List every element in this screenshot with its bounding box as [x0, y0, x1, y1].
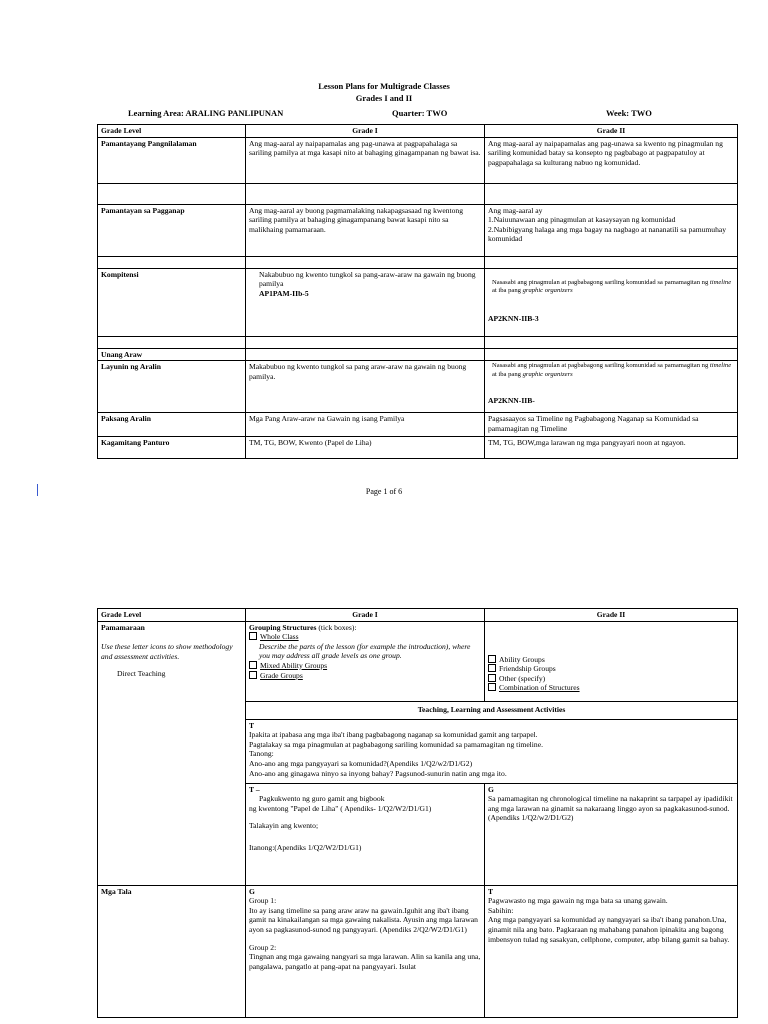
page-number: Page 1 of 6: [365, 487, 403, 496]
g2-t-line3: Ang mga pangyayari sa komunidad ay nangyayari sa iba't ibang panahon.Una, ginamit nila ang bato. Pagkaraan ng mahabang panahon ipinakita ang bagong imbensyon tulad ng sasakyan, cellphone, computer, atbp bilang gamit sa bahay.: [488, 915, 730, 944]
cell-pagganap-g1: Ang mag-aaral ay buong pagmamalaking nakapagsasaad ng kwentong sariling pamilya at bahaging ginagampanang bawat kasapi nito sa malikhaing pamamaraan.: [246, 204, 485, 256]
cell-paksang-g1: Mga Pang Araw-araw na Gawain ng isang Pamilya: [246, 413, 485, 437]
t-block-line2: Pagtalakay sa mga pinagmulan at pagbabagong sariling komunidad sa pamamagitan ng timeline.: [249, 739, 543, 749]
document-title: Lesson Plans for Multigrade Classes: [318, 81, 450, 91]
table-row: [98, 361, 738, 413]
document-grades: Grades I and II: [355, 93, 413, 103]
g1-t-label: T –: [249, 784, 260, 794]
tla-title: Teaching, Learning and Assessment Activities: [246, 701, 738, 719]
grouping-structures: Grouping Structures (tick boxes):: [249, 622, 357, 632]
t-block-cell: [246, 719, 738, 783]
table-row: [98, 204, 738, 256]
table-row: [98, 413, 738, 437]
option-combination[interactable]: Combination of Structures: [488, 683, 734, 693]
header-grade-1: Grade I: [246, 609, 485, 622]
grouping-cell-g2: [485, 621, 738, 701]
direct-teaching-label: Direct Teaching: [117, 669, 166, 679]
table-row-empty: [98, 256, 738, 268]
g2-g-cell: [485, 783, 738, 885]
t-block-line4: Ano-ano ang mga pangyayari sa komunidad?(Apendiks 1/Q2/w2/D1/G2): [249, 758, 473, 768]
row-label-layunin: Layunin ng Aralin: [98, 361, 246, 413]
g2-t-cell: [485, 885, 738, 1017]
g1-t-line2: ng kwentong "Papel de Liha" ( Apendiks- 1/Q2/W2/D1/G1): [249, 803, 432, 813]
cell-pamantayang-g1: Ang mag-aaral ay naipapamalas ang pag-unawa at pagpapahalaga sa sariling pamilya at mga kasapi nito at bahaging ginagampanan ng bawat isa.: [246, 137, 485, 183]
quarter: Quarter: TWO: [392, 108, 448, 118]
learning-area: Learning Area: ARALING PANLIPUNAN: [128, 108, 284, 118]
g1-t-line4: Itanong:(Apendiks 1/Q2/W2/D1/G1): [249, 842, 362, 852]
table-header-row: [98, 609, 738, 622]
row-label-pamantayang: Pamantayang Pangnilalaman: [98, 137, 246, 183]
whole-class-description: Describe the parts of the lesson (for example the introduction), where you may address all grade levels as one group.: [259, 641, 471, 661]
table-row-empty: [98, 336, 738, 348]
kompitensi-g1-code: AP1PAM-IIb-5: [259, 288, 309, 298]
g1-t-line3: Talakayin ang kwento;: [249, 821, 319, 831]
pagganap-g2-line1: Ang mag-aaral ay: [488, 205, 543, 215]
header-grade-1: Grade I: [246, 125, 485, 138]
checkbox-icon[interactable]: [249, 632, 257, 640]
lesson-table-page2: [97, 608, 738, 1018]
header-grade-level: Grade Level: [98, 125, 246, 138]
t-block-label: T: [249, 720, 255, 730]
cell-pamantayang-g2: Ang mag-aaral ay naipapamalas ang pag-unawa sa kwento ng pinagmulan ng sariling komunidad batay sa konsepto ng pagbabago at pagpapatuloy at pagpapahalaga sa kulturang nabuo ng komunidad.: [485, 137, 738, 183]
row-label-paksang: Paksang Aralin: [98, 413, 246, 437]
t-block-line1: Ipakita at ipabasa ang mga iba't ibang pagbabagong naganap sa komunidad gamit ang tarpapel.: [249, 730, 538, 740]
option-grade-groups[interactable]: Grade Groups: [249, 671, 481, 681]
checkbox-icon[interactable]: [488, 683, 496, 691]
row-label-kagamitan: Kagamitang Panturo: [98, 437, 246, 459]
g2-t-line2: Sabihin:: [488, 905, 514, 915]
cell-kompitensi-g2: [485, 268, 738, 336]
table-row: [98, 268, 738, 336]
g1-g-line1: Group 1:: [249, 896, 277, 906]
g2-t-line1: Pagwawasto ng mga gawain ng mga bata sa unang gawain.: [488, 896, 668, 906]
option-mixed-ability[interactable]: Mixed Ability Groups: [249, 661, 481, 671]
layunin-g2-code: AP2KNN-IIB-: [488, 396, 535, 406]
g2-t-label: T: [488, 886, 494, 896]
row-label-mga-tala: Mga Tala: [98, 885, 246, 1017]
table-row: [98, 348, 738, 361]
table-row: [98, 137, 738, 183]
table-row: [98, 437, 738, 459]
cell-kagamitan-g1: TM, TG, BOW, Kwento (Papel de Liha): [246, 437, 485, 459]
row-label-unang-araw: Unang Araw: [98, 348, 246, 361]
g1-t-line1: Pagkukwento ng guro gamit ang bigbook: [259, 794, 385, 804]
lesson-table-page1: [97, 124, 738, 459]
cell-layunin-g1: Makabubuo ng kwento tungkol sa pang araw-araw na gawain ng buong pamilya.: [246, 361, 485, 413]
t-block-line5: Ano-ano ang ginagawa ninyo sa inyong bahay? Pagsunod-sunurin natin ang mga ito.: [249, 768, 507, 778]
checkbox-icon[interactable]: [249, 661, 257, 669]
g1-t-cell: [246, 783, 485, 885]
g1-g-cell: [246, 885, 485, 1017]
t-block-line3: Tanong:: [249, 749, 274, 759]
g1-g-line2: Ito ay isang timeline sa pang araw araw na gawain.Iguhit ang iba't ibang gamit na kinakailangan sa mga gawaing nakalista. Ayusin ang mga larawan ayon sa pagkasunod-sunod ng pangyayari. (Apendiks 2/Q2/W2/D1/G1): [249, 905, 478, 934]
option-friendship-groups[interactable]: Friendship Groups: [488, 664, 734, 674]
kompitensi-g2-text: Nasasabi ang pinagmulan at pagbabagong sariling komunidad sa pamamagitan ng timeline at iba pang graphic organizers: [492, 278, 732, 295]
cell-kagamitan-g2: TM, TG, BOW,mga larawan ng mga pangyayari noon at ngayon.: [485, 437, 738, 459]
kompitensi-g1-text: Nakabubuo ng kwento tungkol sa pang-araw-araw na gawain ng buong pamilya: [259, 269, 476, 289]
table-row: [98, 621, 738, 701]
checkbox-icon[interactable]: [488, 674, 496, 682]
g1-g-label: G: [249, 886, 255, 896]
cell-paksang-g2: Pagsasaayos sa Timeline ng Pagbabagong Naganap sa Komunidad sa pamamagitan ng Timeline: [485, 413, 738, 437]
header-grade-level: Grade Level: [98, 609, 246, 622]
row-label-pagganap: Pamantayan sa Pagganap: [98, 204, 246, 256]
g2-g-line1: Sa pamamagitan ng chronological timeline na nakaprint sa tarpapel ay ipadidikit ang mga larawan na ginamit sa nakaraang linggo ayon sa pagkakasunod-sunod. (Apendiks 1/Q2/w2/D1/G2): [488, 794, 733, 823]
g1-g-line4: Tingnan ang mga gawaing nangyari sa mga larawan. Alin sa kanila ang una,: [249, 952, 481, 962]
table-row-empty: [98, 183, 738, 204]
grouping-cell-g1: [246, 621, 485, 701]
option-other[interactable]: Other (specify): [488, 674, 734, 684]
option-whole-class[interactable]: Whole Class: [249, 632, 481, 642]
kompitensi-g2-code: AP2KNN-IIB-3: [488, 313, 539, 323]
table-row: [98, 885, 738, 1017]
cell-pagganap-g2: [485, 204, 738, 256]
layunin-g2-text: Nasasabi ang pinagmulan at pagbabagong sariling komunidad sa pamamagitan ng timeline at iba pang graphic organizers: [492, 362, 732, 378]
g2-g-label: G: [488, 784, 494, 794]
pagganap-g2-line3: 2.Nabibigyang halaga ang mga bagay na nagbago at nananatili sa pamumuhay komunidad: [488, 224, 727, 244]
cell-kompitensi-g1: [246, 268, 485, 336]
g1-g-line5: pangalawa, pangatlo at pang-apat na pangyayari. Isulat: [249, 961, 416, 971]
table-header-row: [98, 125, 738, 138]
pamamaraan-note: Use these letter icons to show methodology and assessment activities.: [101, 642, 233, 661]
g1-g-line3: Group 2:: [249, 942, 277, 952]
pamamaraan-cell: [98, 621, 246, 885]
checkbox-icon[interactable]: [488, 655, 496, 663]
week: Week: TWO: [606, 108, 652, 118]
pamamaraan-label: Pamamaraan: [101, 622, 145, 632]
pagganap-g2-line2: 1.Naiuunawaan ang pinagmulan at kasaysayan ng komunidad: [488, 215, 676, 225]
checkbox-icon[interactable]: [249, 671, 257, 679]
header-grade-2: Grade II: [485, 125, 738, 138]
cell-layunin-g2: [485, 361, 738, 413]
header-grade-2: Grade II: [485, 609, 738, 622]
checkbox-icon[interactable]: [488, 664, 496, 672]
option-ability-groups[interactable]: Ability Groups: [488, 655, 734, 665]
row-label-kompitensi: Kompitensi: [98, 268, 246, 336]
